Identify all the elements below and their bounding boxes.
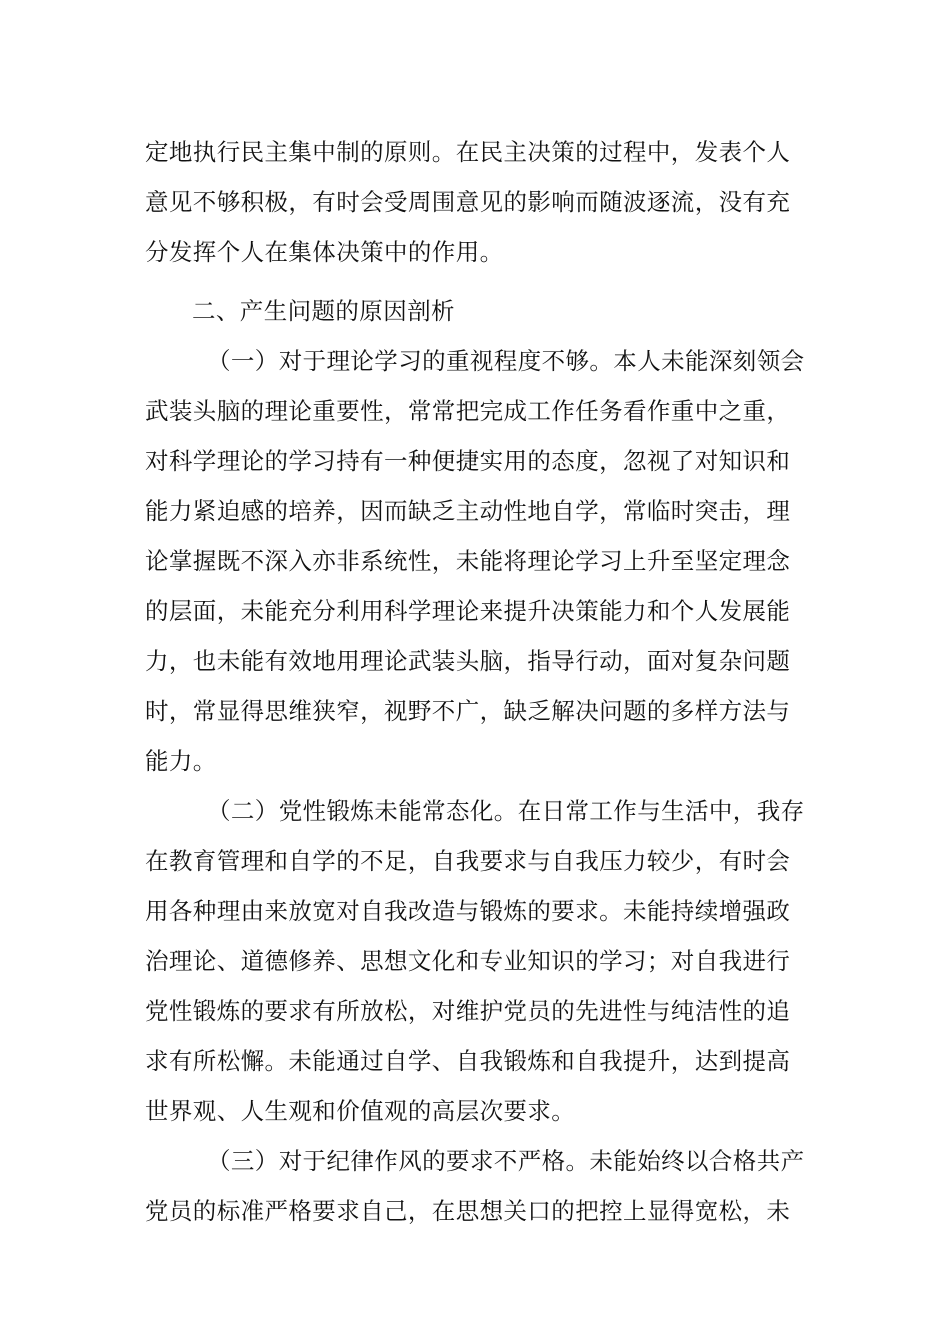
text-line: 力，也未能有效地用理论武装头脑，指导行动，面对复杂问题 <box>145 647 791 675</box>
text-line: 分发挥个人在集体决策中的作用。 <box>145 238 504 266</box>
text-line: 求有所松懈。未能通过自学、自我锻炼和自我提升，达到提高 <box>145 1047 791 1075</box>
text-line: 能力。 <box>145 747 217 775</box>
document-body <box>145 127 807 1236</box>
text-line: 党性锻炼的要求有所放松，对维护党员的先进性与纯洁性的追 <box>145 997 791 1025</box>
paragraph-discipline <box>145 1136 807 1236</box>
text-line: 党员的标准严格要求自己，在思想关口的把控上显得宽松，未 <box>145 1197 791 1225</box>
paragraph-party-spirit <box>145 786 807 1136</box>
section-title: 二、产生问题的原因剖析 <box>192 297 455 325</box>
text-line: 用各种理由来放宽对自我改造与锻炼的要求。未能持续增强政 <box>145 897 791 925</box>
text-line: 武装头脑的理论重要性，常常把完成工作任务看作重中之重， <box>145 397 791 425</box>
text-line: 论掌握既不深入亦非系统性，未能将理论学习上升至坚定理念 <box>145 547 791 575</box>
text-line: 对科学理论的学习持有一种便捷实用的态度，忽视了对知识和 <box>145 447 791 475</box>
text-line: （一）对于理论学习的重视程度不够。本人未能深刻领会 <box>207 347 805 375</box>
text-line: 时，常显得思维狭窄，视野不广，缺乏解决问题的多样方法与 <box>145 697 791 725</box>
text-line: 意见不够积极，有时会受周围意见的影响而随波逐流，没有充 <box>145 188 791 216</box>
text-line: 治理论、道德修养、思想文化和专业知识的学习；对自我进行 <box>145 947 791 975</box>
text-line: （二）党性锻炼未能常态化。在日常工作与生活中，我存 <box>207 797 805 825</box>
section-heading <box>145 286 807 336</box>
text-line: 在教育管理和自学的不足，自我要求与自我压力较少，有时会 <box>145 847 791 875</box>
text-line: （三）对于纪律作风的要求不严格。未能始终以合格共产 <box>207 1147 805 1175</box>
text-line: 世界观、人生观和价值观的高层次要求。 <box>145 1097 576 1125</box>
text-line: 的层面，未能充分利用科学理论来提升决策能力和个人发展能 <box>145 597 791 625</box>
paragraph-theory-study <box>145 336 807 786</box>
paragraph-democratic-centralism <box>145 127 807 277</box>
text-line: 能力紧迫感的培养，因而缺乏主动性地自学，常临时突击，理 <box>145 497 791 525</box>
text-line: 定地执行民主集中制的原则。在民主决策的过程中，发表个人 <box>145 138 791 166</box>
